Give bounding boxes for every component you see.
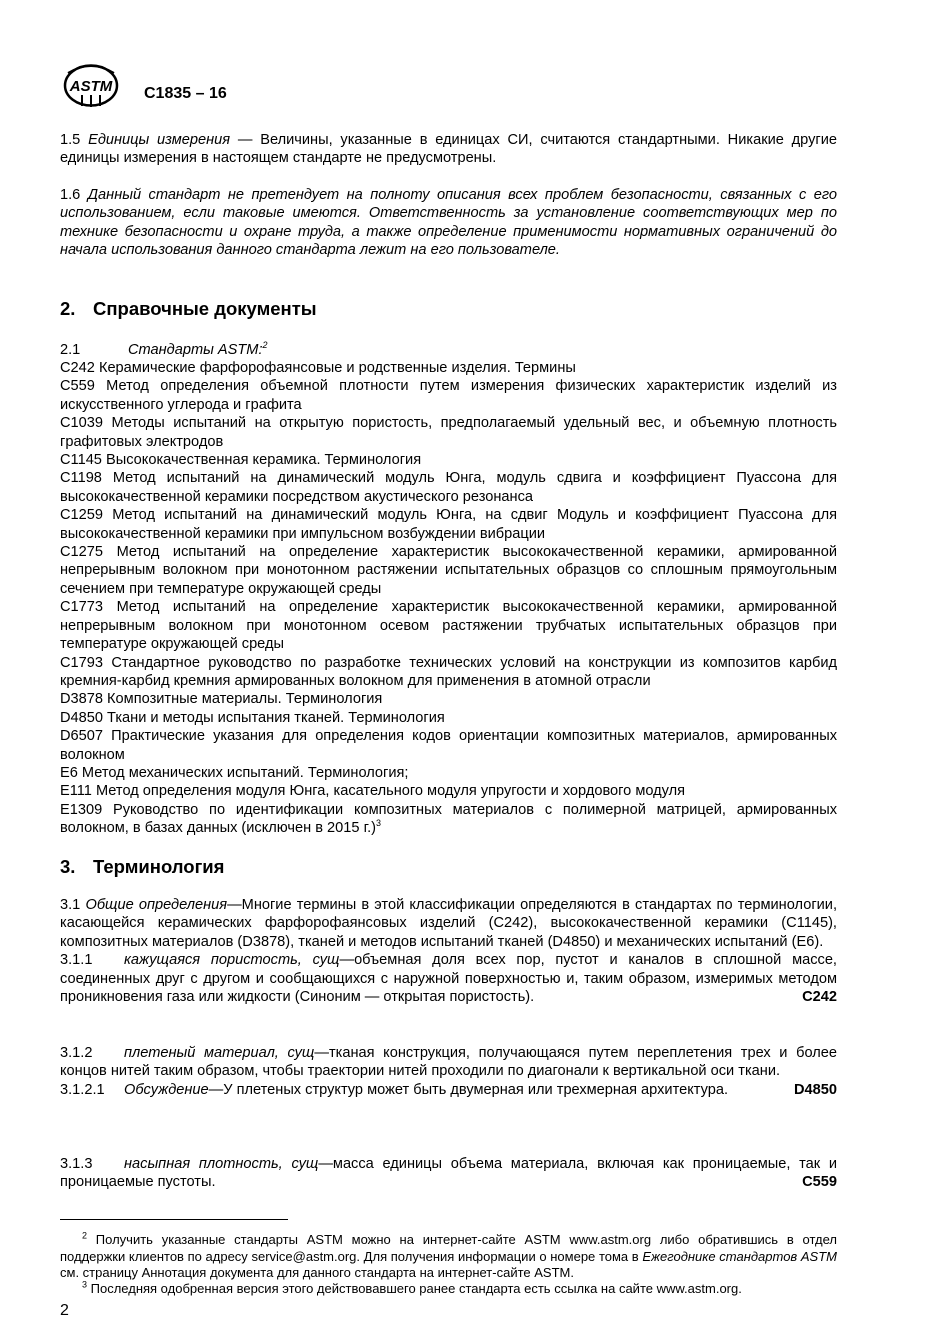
definition-3-1-3-term: насыпная плотность, сущ — [124, 1156, 319, 1172]
section-2-title: Справочные документы — [93, 298, 317, 319]
list-item: E6 Метод механических испытаний. Терминология; — [60, 764, 409, 781]
list-item: C1198 Метод испытаний на динамический модуль Юнга, модуль сдвига и коэффициент Пуассона для высококачественной керамики посредством акустического резонанса — [60, 470, 837, 505]
definition-3-1-2-num: 3.1.2 — [60, 1045, 93, 1061]
footnote-3-text: Последняя одобренная версия этого действовавшего ранее стандарта есть ссылка на сайте www.astm.org. — [87, 1281, 742, 1296]
definition-3-1 — [60, 896, 837, 1006]
section-2-heading — [60, 298, 317, 320]
footnote-2-mark: 2 — [82, 1230, 88, 1241]
definition-3-1-3-num: 3.1.3 — [60, 1156, 93, 1172]
definition-3-1-1-num: 3.1.1 — [60, 952, 93, 969]
para-1-5 — [60, 131, 837, 168]
definition-3-1-1-term: кажущаяся пористость, сущ — [124, 952, 340, 969]
list-item: C559 Метод определения объемной плотности путем измерения физических характеристик изделий из искусственного углерода и графита — [60, 378, 837, 413]
subsection-2-1-num: 2.1 — [60, 342, 81, 358]
last-ref-sup: 3 — [376, 818, 382, 829]
footnote-3-mark: 3 — [82, 1279, 88, 1290]
definition-3-1-num: 3.1 — [60, 897, 81, 913]
definition-3-1-3 — [60, 1155, 837, 1192]
definition-3-1-2 — [60, 1044, 837, 1099]
subsection-2-1-title: Стандарты ASTM: — [128, 342, 263, 358]
para-1-6-num: 1.6 — [60, 187, 81, 203]
list-item: C1793 Стандартное руководство по разработке технических условий на конструкции из композитов карбид кремния-карбид кремния армированных волокном для применения в атомной отрасли — [60, 654, 837, 689]
list-item: E111 Метод определения модуля Юнга, касательного модуля упругости и хордового модуля — [60, 783, 686, 800]
definition-3-1-title: Общие определения — [85, 897, 228, 913]
para-1-6 — [60, 186, 837, 260]
subsection-2-1 — [60, 341, 268, 359]
list-item-last — [60, 801, 837, 838]
list-item: C1275 Метод испытаний на определение характеристик высококачественной керамики, армированной непрерывным волокном при монотонном растяжении испытательных образцов со сплошным прямоугольным сечением при температуре окружающей среды — [60, 544, 837, 597]
footnote-2-text-a: Получить указанные стандарты ASTM можно на интернет-сайте ASTM www.astm.org либо обратившись в отдел поддержки клиентов по адресу service@astm.org. Для получения информации о номере тома в — [60, 1232, 837, 1264]
list-item: C1039 Методы испытаний на открытую пористость, предполагаемый удельный вес, и объемную плотность графитовых электродов — [60, 415, 837, 450]
section-3-title: Терминология — [93, 856, 225, 877]
list-item: D4850 Ткани и методы испытания тканей. Терминология — [60, 709, 445, 726]
page-number: 2 — [60, 1302, 69, 1319]
definition-3-1-2-text: —тканая конструкция, получающаяся путем переплетения трех и более концов нитей таким образом, чтобы траектории нитей проходили по диагонали к вертикальной оси ткани. — [60, 1045, 837, 1080]
definition-3-1-2-1-num: 3.1.2.1 — [60, 1081, 105, 1098]
list-item: C1259 Метод испытаний на динамический модуль Юнга, на сдвиг Модуль и коэффициент Пуассона для высококачественной керамики при импульсном возбуждении вибрации — [60, 507, 837, 542]
para-1-6-text: Данный стандарт не претендует на полноту описания всех проблем безопасности, связанных с его использованием, если таковые имеются. Ответственность за установление соответствующих мер по технике безопасности и охране труда, а также определение применимости нормативных ограничений до начала использования данного стандарта лежит на его пользователе. — [60, 187, 837, 259]
subsection-2-1-sup: 2 — [262, 340, 268, 351]
list-item: C242 Керамические фарфорофаянсовые и родственные изделия. Термины — [60, 360, 576, 376]
logo-text: ASTM — [69, 78, 113, 95]
definition-3-1-2-1-text: —У плетеных структур может быть двумерная или трехмерная архитектура. — [208, 1081, 729, 1098]
definition-3-1-3-text: —масса единицы объема материала, включая как проницаемые, так и проницаемые пустоты. — [60, 1156, 838, 1191]
footnote-2-text-b: см. страницу Аннотация документа для данного стандарта на интернет-сайте ASTM. — [60, 1265, 574, 1280]
definition-3-1-2-1-ref: D4850 — [793, 1081, 837, 1098]
last-ref-text: E1309 Руководство по идентификации композитных материалов с полимерной матрицей, армированных волокном, в базах данных (исключен в 2015 г.) — [60, 801, 837, 837]
list-item: D3878 Композитные материалы. Терминология — [60, 691, 383, 708]
section-3-number: 3. — [60, 856, 76, 877]
document-id: C1835 – 16 — [144, 85, 227, 102]
definition-3-1-2-1-term: Обсуждение — [124, 1081, 209, 1098]
section-2-number: 2. — [60, 298, 76, 319]
astm-logo-icon — [62, 63, 120, 108]
definition-3-1-text: —Многие термины в этой классификации определяются в стандартах по терминологии, касающейся керамических фарфорофаянсовых изделий (C242), высококачественной керамики (C1145), композитных материалов (D3878), тканей и методов испытаний тканей (D4850) и механических испытаний (E6). — [60, 897, 838, 950]
definition-3-1-3-ref: C559 — [802, 1174, 837, 1191]
para-1-5-num: 1.5 — [60, 132, 81, 148]
para-1-5-text: — Величины, указанные в единицах СИ, считаются стандартными. Никакие другие единицы измерения в настоящем стандарте не предусмотрены. — [60, 132, 837, 167]
para-1-5-title: Единицы измерения — [88, 132, 231, 148]
reference-list — [60, 359, 837, 838]
section-3-heading — [60, 856, 224, 878]
definition-3-1-1-ref: C242 — [802, 989, 837, 1006]
footnote-3 — [60, 1281, 837, 1298]
definition-3-1-1-text: —объемная доля всех пор, пустот и каналов в сплошной массе, соединенных друг с другом и сообщающихся с наружной поверхностью и, таким образом, измеримых методом проникновения газа или жидкости (Синоним — открытая пористость). — [60, 952, 837, 1006]
footnote-2 — [60, 1232, 837, 1282]
list-item: D6507 Практические указания для определения кодов ориентации композитных материалов, армированных волокном — [60, 728, 837, 763]
definition-3-1-2-term: плетеный материал, сущ — [124, 1045, 315, 1061]
footnote-2-italic: Ежегоднике стандартов ASTM — [642, 1248, 837, 1264]
list-item: C1773 Метод испытаний на определение характеристик высококачественной керамики, армированной непрерывным волокном при монотонном осевом растяжении трубчатых испытательных образцов при температуре окружающей среды — [60, 599, 837, 653]
list-item: C1145 Высококачественная керамика. Терминология — [60, 452, 422, 469]
footnote-divider — [60, 1219, 288, 1220]
